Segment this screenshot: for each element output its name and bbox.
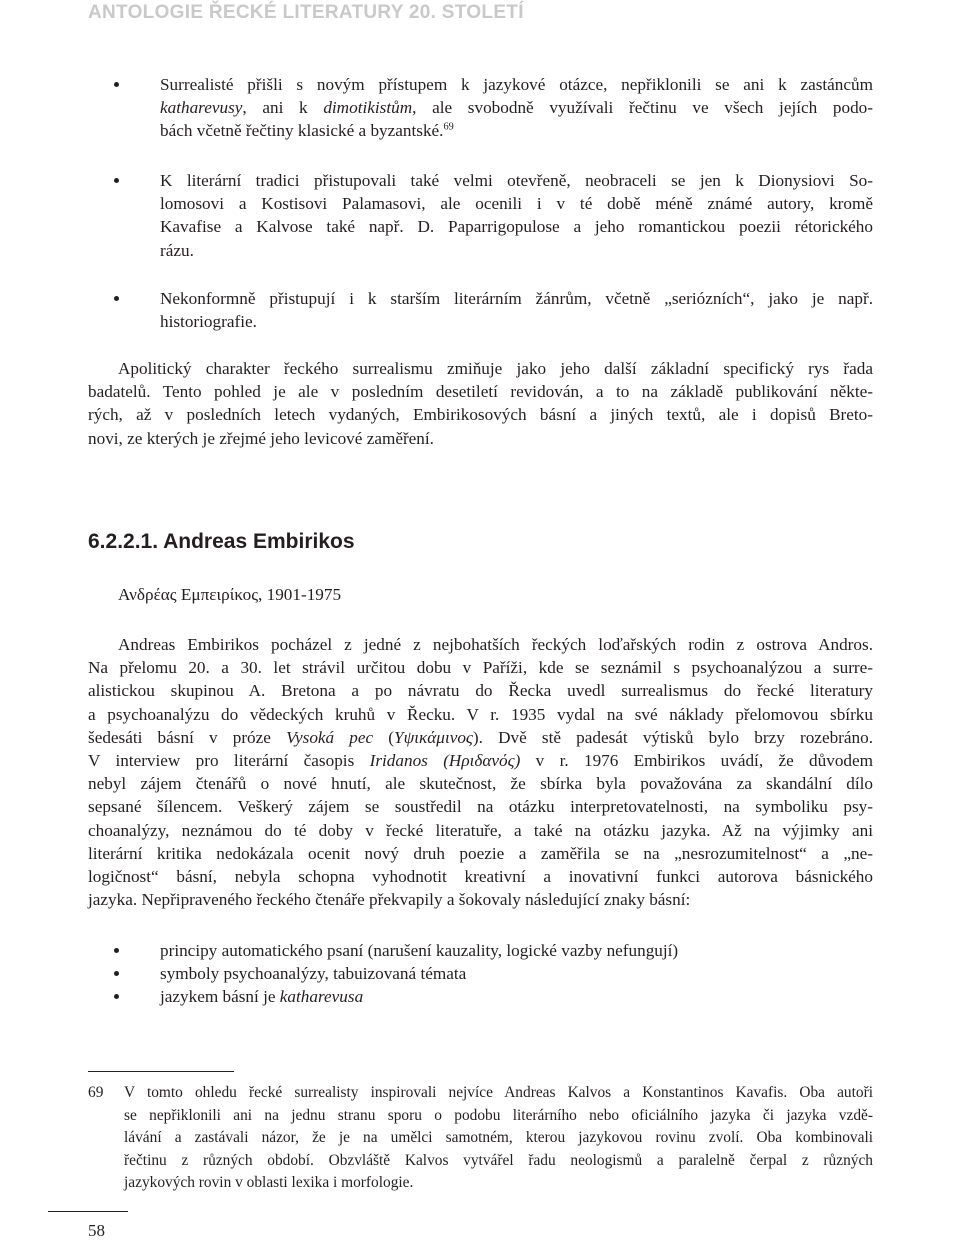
text-segment: Iridanos (Ηριδανός) [369, 751, 521, 771]
text-segment: lomosovi a Kostisovi Palamasovi, ale ocenili i v té době méně známé autory, kromě [160, 194, 873, 214]
text-line [124, 1105, 873, 1128]
text-segment: Kavafise a Kalvose také např. D. Paparrigopulose a jeho romantickou poezii rétorického [160, 217, 873, 237]
text-line [124, 1082, 873, 1105]
text-segment: V tomto ohledu řecké surrealisty inspirovali nejvíce Andreas Kalvos a Konstantinos Kavafis. Oba autoři [124, 1084, 873, 1101]
text-line [88, 749, 873, 772]
text-line [124, 1172, 873, 1195]
bullet-text [160, 287, 873, 333]
text-segment: nebyl zájem čtenářů o nové hnutí, ale skutečnost, že sbírka byla považována za skandální dílo [88, 774, 873, 794]
bullet-dot-icon [114, 296, 119, 301]
text-line [88, 403, 873, 426]
text-line [160, 169, 873, 192]
footnote-rule [88, 1071, 234, 1072]
bullet-item [88, 169, 873, 262]
text-segment: K literární tradici přistupovali také velmi otevřeně, neobraceli se jen k Dionysiovi So- [160, 171, 873, 190]
text-segment: řečtinu z různých období. Obzvláště Kalvos vytvářel řadu neologismů a paralelně čerpal z různých [124, 1151, 873, 1169]
text-segment: šedesáti básní v próze [88, 727, 287, 747]
text-segment: a psychoanalýzu do vědeckých kruhů v Řecku. V r. 1935 vydal na své náklady přelomovou sbírku [88, 704, 873, 724]
text-segment: choanalýzy, neznámou do té doby v řecké literatuře, a také na otázku jazyka. Až na výjimky ani [88, 820, 873, 840]
bullet-text [160, 73, 873, 143]
text-segment: lávání a zastávali názor, že je na umělci samotném, kterou jazykovou rovinu zvolí. Oba kombinovali [124, 1129, 873, 1146]
text-line [160, 287, 873, 310]
text-line [160, 239, 873, 262]
text-segment: literární kritika nedokázala ocenit nový druh poezie a zaměřila se na „nesrozumitelnost“ a „ne- [88, 843, 873, 863]
text-segment: jazyka. Nepřipraveného řeckého čtenáře překvapily a šokovaly následující znaky básní: [88, 890, 691, 910]
text-segment: historiografie. [160, 312, 257, 332]
text-line [88, 819, 873, 842]
text-line [160, 215, 873, 238]
text-line [88, 726, 873, 749]
text-segment: V interview pro literární časopis [88, 751, 370, 771]
bullet-text [160, 985, 873, 1008]
text-line [160, 310, 873, 333]
bullet-text [160, 939, 873, 962]
text-line [88, 772, 873, 795]
bullet-dot-icon [114, 178, 119, 183]
text-segment: rázu. [160, 240, 194, 260]
running-head: ANTOLOGIE ŘECKÉ LITERATURY 20. STOLETÍ [88, 2, 524, 23]
footnote-number: 69 [88, 1084, 104, 1101]
text-segment: , ani k [242, 98, 324, 118]
bullet-text [160, 962, 873, 985]
text-segment: se nepřiklonili ani na jednu stranu sporu o podobu literárního nebo oficiálního jazyka či jazyka vzdě- [124, 1106, 873, 1124]
text-segment: dimotikistům [323, 98, 413, 118]
text-line [160, 119, 873, 142]
footnote-ref: 69 [443, 121, 454, 133]
text-line [160, 96, 873, 119]
text-segment: Υψικάμινος [394, 727, 473, 747]
text-line [124, 1150, 873, 1173]
text-line [88, 795, 873, 818]
text-line [160, 73, 873, 96]
text-segment: ( [373, 727, 395, 747]
text-segment: rých, až v posledních letech vydaných, Embirikosových básní a jiných textů, ale i dopisů Breto- [88, 405, 873, 425]
text-line [160, 192, 873, 215]
text-line [88, 865, 873, 888]
page-number: 58 [88, 1221, 105, 1240]
text-line [88, 703, 873, 726]
greek-name-dates: Ανδρέας Εμπειρίκος, 1901-1975 [118, 585, 342, 604]
text-line [88, 679, 873, 702]
bullet-dot-icon [114, 971, 119, 976]
text-segment: jazykem básní je [160, 987, 280, 1006]
text-line [88, 380, 873, 403]
bullet-item [88, 962, 873, 985]
paragraph-embirikos [88, 633, 873, 911]
text-segment: badatelů. Tento pohled je ale v posledním desetiletí revidován, a to na základě publikování někte- [88, 382, 873, 402]
text-segment: bách včetně řečtiny klasické a byzantské. [160, 121, 444, 141]
text-line [88, 357, 873, 380]
bullet-text [160, 169, 873, 262]
text-segment: novi, ze kterých je zřejmé jeho levicové zaměření. [88, 428, 434, 448]
page-number-rule [48, 1211, 128, 1212]
bullet-item [88, 985, 873, 1008]
footnote-text [124, 1082, 873, 1195]
paragraph-apolitical [88, 357, 873, 450]
text-segment: Na přelomu 20. a 30. let strávil určitou dobu v Paříži, kde se seznámil s psychoanalýzou a surre- [88, 658, 873, 678]
text-segment: sepsané šílencem. Veškerý zájem se soustředil na otázku interpretovatelnosti, na symboliku psy- [88, 797, 873, 817]
section-heading: 6.2.2.1. Andreas Embirikos [88, 530, 355, 553]
text-segment: jazykových rovin v oblasti lexika i morfologie. [124, 1174, 414, 1191]
text-segment: v r. 1976 Embirikos uvádí, že důvodem [520, 751, 874, 771]
text-line [88, 842, 873, 865]
text-segment: Nekonformně přistupují i k starším literárním žánrům, včetně „seriózních“, jako je např. [160, 289, 873, 308]
text-segment: Surrealisté přišli s novým přístupem k jazykové otázce, nepřiklonili se ani k zastáncům [160, 75, 873, 94]
text-segment: alistickou skupinou A. Bretona a po návratu do Řecka uvedl surrealismus do řecké literatury [88, 681, 873, 701]
footnote [88, 1082, 873, 1195]
text-segment: katharevusa [279, 987, 364, 1006]
text-segment: ). Dvě stě padesát výtisků bylo brzy rozebráno. [472, 727, 873, 747]
text-line [88, 633, 873, 656]
text-segment: Apolitický charakter řeckého surrealismu zmiňuje jako jeho další základní specifický rys řada [118, 359, 873, 378]
text-segment: logičnost“ básní, nebyla schopna vyhodnotit kreativní a inovativní funkci autorova básnického [88, 867, 873, 887]
text-line [88, 656, 873, 679]
bullet-dot-icon [114, 994, 119, 999]
bullet-dot-icon [114, 948, 119, 953]
text-segment: symboly psychoanalýzy, tabuizovaná témata [160, 964, 467, 983]
text-line [124, 1127, 873, 1150]
text-segment: Vysoká pec [286, 727, 374, 747]
bullet-dot-icon [114, 82, 119, 87]
text-segment: Andreas Embirikos pocházel z jedné z nejbohatších řeckých loďařských rodin z ostrova Andros. [118, 635, 873, 654]
text-segment: katharevusy [160, 98, 243, 118]
bullet-item [88, 73, 873, 143]
bullet-item [88, 939, 873, 962]
text-line [88, 888, 873, 911]
text-segment: principy automatického psaní (narušení kauzality, logické vazby nefungují) [160, 941, 679, 960]
bullet-item [88, 287, 873, 333]
text-line [88, 427, 873, 450]
text-segment: , ale svobodně využívali řečtinu ve všech jejích podo- [412, 98, 873, 118]
